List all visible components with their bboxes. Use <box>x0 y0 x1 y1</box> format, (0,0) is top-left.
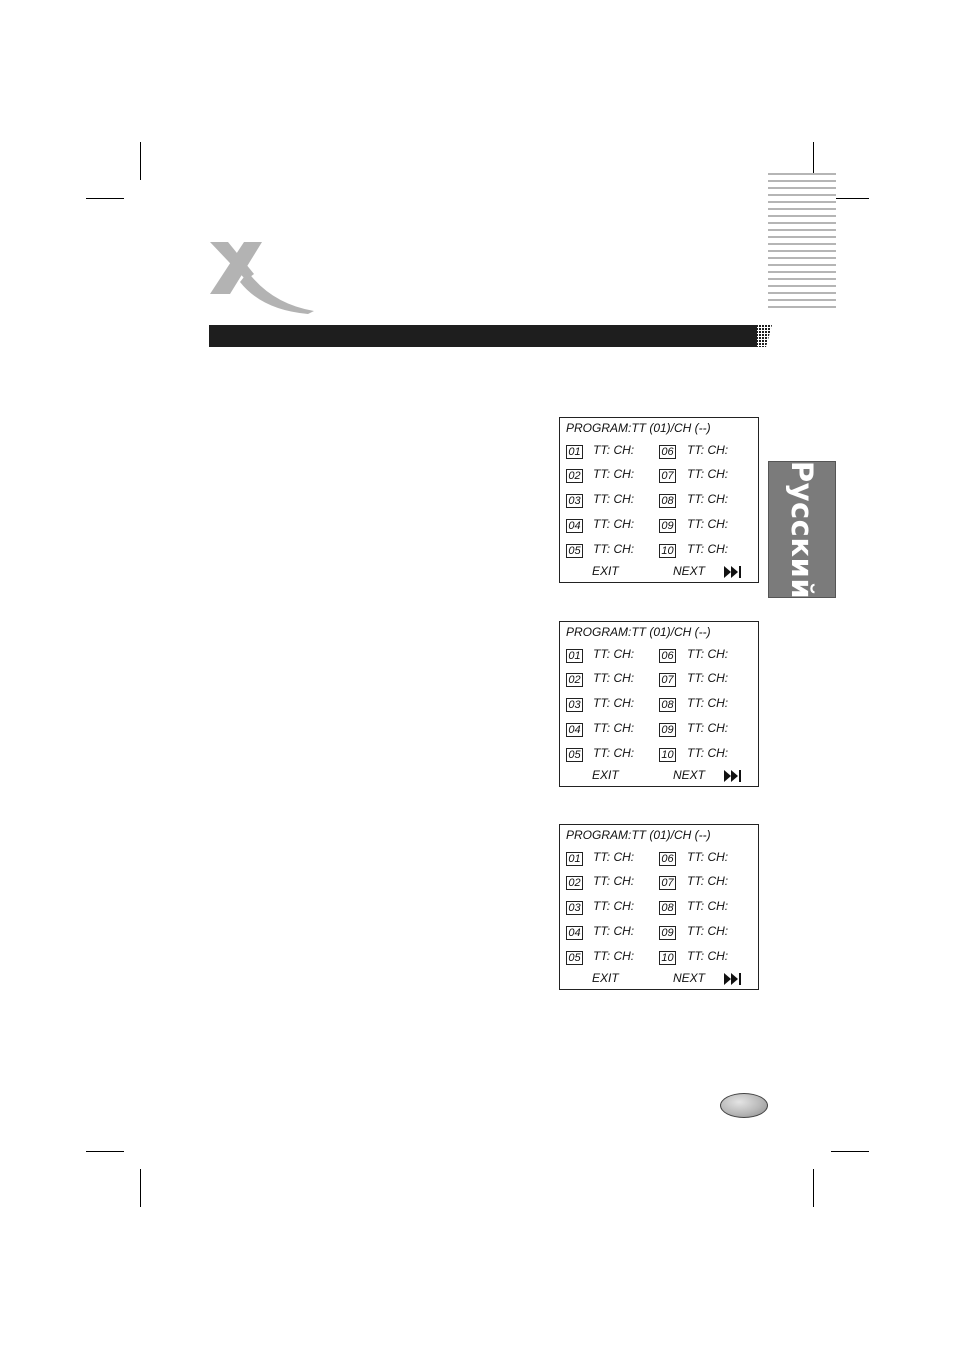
slot-number[interactable]: 01 <box>566 445 583 459</box>
slot-label: TT: CH: <box>593 542 635 556</box>
slot-label: TT: CH: <box>593 647 635 661</box>
language-tab-label: Русский <box>785 460 819 599</box>
slot-number[interactable]: 05 <box>566 951 583 965</box>
exit-button[interactable]: EXIT <box>592 564 619 578</box>
language-tab <box>768 461 836 598</box>
slot-label: TT: CH: <box>593 874 635 888</box>
slot-number[interactable]: 01 <box>566 852 583 866</box>
slot-number[interactable]: 10 <box>659 748 676 762</box>
slot-number[interactable]: 08 <box>659 901 676 915</box>
next-button[interactable]: NEXT <box>673 768 706 782</box>
next-button[interactable]: NEXT <box>673 971 706 985</box>
slot-label: TT: CH: <box>687 467 729 481</box>
exit-button[interactable]: EXIT <box>592 971 619 985</box>
slot-label: TT: CH: <box>687 721 729 735</box>
slot-label: TT: CH: <box>687 647 729 661</box>
slot-number[interactable]: 03 <box>566 901 583 915</box>
slot-number[interactable]: 06 <box>659 852 676 866</box>
crop-mark <box>140 142 141 180</box>
slot-label: TT: CH: <box>593 443 635 457</box>
slot-number[interactable]: 02 <box>566 876 583 890</box>
slot-label: TT: CH: <box>687 874 729 888</box>
slot-number[interactable]: 01 <box>566 649 583 663</box>
slot-label: TT: CH: <box>593 671 635 685</box>
program-osd-panel <box>559 621 759 787</box>
slot-label: TT: CH: <box>593 467 635 481</box>
fast-forward-icon[interactable] <box>724 566 742 578</box>
slot-label: TT: CH: <box>593 517 635 531</box>
slot-number[interactable]: 10 <box>659 951 676 965</box>
header-bar <box>209 325 757 347</box>
slot-label: TT: CH: <box>593 899 635 913</box>
slot-label: TT: CH: <box>687 517 729 531</box>
slot-number[interactable]: 08 <box>659 698 676 712</box>
slot-number[interactable]: 04 <box>566 723 583 737</box>
slot-number[interactable]: 02 <box>566 673 583 687</box>
crop-mark <box>86 1151 124 1152</box>
slot-number[interactable]: 09 <box>659 926 676 940</box>
slot-number[interactable]: 07 <box>659 469 676 483</box>
page-number-badge <box>720 1093 768 1118</box>
osd-title: PROGRAM:TT (01)/CH (--) <box>566 421 711 435</box>
slot-label: TT: CH: <box>593 850 635 864</box>
slot-number[interactable]: 04 <box>566 926 583 940</box>
slot-number[interactable]: 02 <box>566 469 583 483</box>
slot-label: TT: CH: <box>593 746 635 760</box>
slot-label: TT: CH: <box>687 542 729 556</box>
fast-forward-icon[interactable] <box>724 770 742 782</box>
osd-title: PROGRAM:TT (01)/CH (--) <box>566 625 711 639</box>
slot-label: TT: CH: <box>687 746 729 760</box>
slot-number[interactable]: 08 <box>659 494 676 508</box>
slot-number[interactable]: 10 <box>659 544 676 558</box>
crop-mark <box>831 198 869 199</box>
slot-number[interactable]: 03 <box>566 698 583 712</box>
slot-label: TT: CH: <box>687 492 729 506</box>
slot-label: TT: CH: <box>593 721 635 735</box>
slot-number[interactable]: 09 <box>659 519 676 533</box>
osd-title: PROGRAM:TT (01)/CH (--) <box>566 828 711 842</box>
slot-number[interactable]: 09 <box>659 723 676 737</box>
fast-forward-icon[interactable] <box>724 973 742 985</box>
slot-number[interactable]: 03 <box>566 494 583 508</box>
decorative-stripes <box>768 173 836 313</box>
slot-number[interactable]: 06 <box>659 445 676 459</box>
slot-label: TT: CH: <box>593 924 635 938</box>
slot-label: TT: CH: <box>687 443 729 457</box>
exit-button[interactable]: EXIT <box>592 768 619 782</box>
header-hatch-decoration <box>744 325 772 347</box>
slot-number[interactable]: 07 <box>659 876 676 890</box>
slot-label: TT: CH: <box>593 696 635 710</box>
slot-label: TT: CH: <box>687 924 729 938</box>
slot-label: TT: CH: <box>687 696 729 710</box>
next-button[interactable]: NEXT <box>673 564 706 578</box>
slot-number[interactable]: 04 <box>566 519 583 533</box>
slot-label: TT: CH: <box>687 850 729 864</box>
crop-mark <box>140 1169 141 1207</box>
crop-mark <box>813 1169 814 1207</box>
slot-number[interactable]: 06 <box>659 649 676 663</box>
slot-number[interactable]: 07 <box>659 673 676 687</box>
program-osd-panel <box>559 417 759 583</box>
crop-mark <box>831 1151 869 1152</box>
slot-label: TT: CH: <box>687 671 729 685</box>
x-logo-icon <box>206 238 314 314</box>
slot-label: TT: CH: <box>687 949 729 963</box>
slot-label: TT: CH: <box>593 949 635 963</box>
slot-number[interactable]: 05 <box>566 544 583 558</box>
slot-label: TT: CH: <box>593 492 635 506</box>
program-osd-panel <box>559 824 759 990</box>
slot-number[interactable]: 05 <box>566 748 583 762</box>
slot-label: TT: CH: <box>687 899 729 913</box>
crop-mark <box>86 198 124 199</box>
